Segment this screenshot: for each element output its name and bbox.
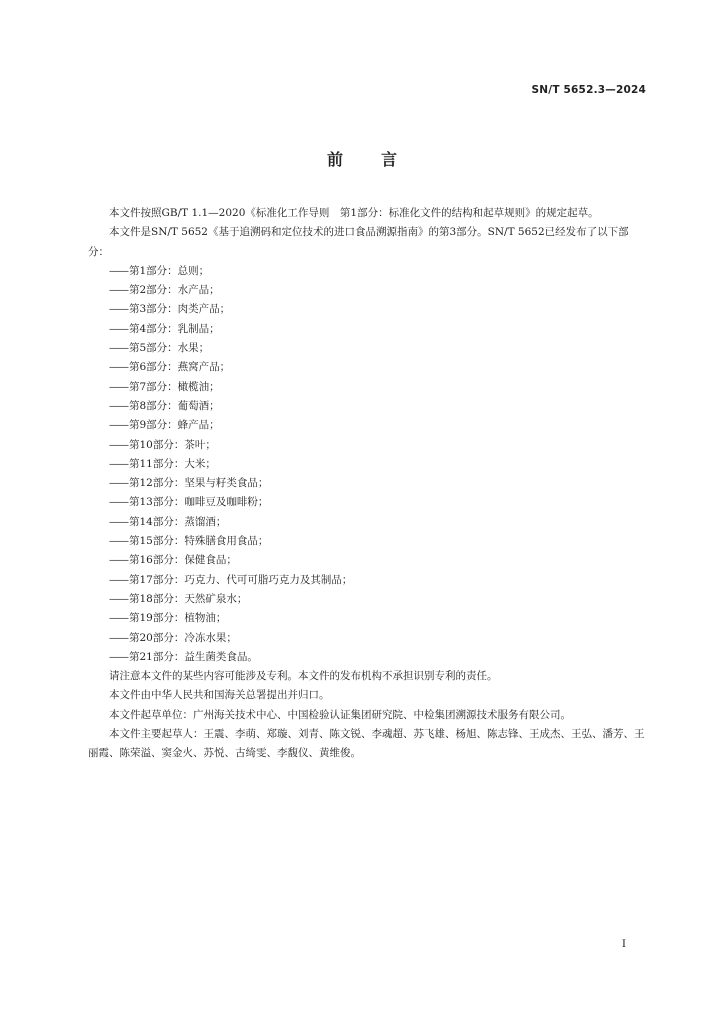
document-body (88, 204, 648, 764)
list-item (88, 551, 648, 570)
list-item (88, 648, 648, 667)
list-item (88, 436, 648, 455)
drafting-units-paragraph: 本文件起草单位：广州海关技术中心、中国检验认证集团研究院、中检集团溯源技术服务有限公司。 (109, 708, 571, 721)
part-label: 第12部分：坚果与籽类食品； (129, 477, 269, 490)
list-item (88, 532, 648, 551)
part-label: 第19部分：植物油； (129, 612, 227, 625)
list-item (88, 474, 648, 493)
part-label: 第17部分：巧克力、代可可脂巧克力及其制品； (129, 573, 353, 586)
list-item (88, 455, 648, 474)
part-label: 第3部分：肉类产品； (129, 303, 231, 316)
part-label: 第6部分：燕窝产品； (129, 361, 231, 374)
list-item (88, 629, 648, 648)
list-item (88, 571, 648, 590)
list-dash: —— (109, 631, 128, 644)
part-label: 第9部分：蜂产品； (129, 419, 220, 432)
list-dash: —— (109, 303, 128, 316)
page-title: 前言 (326, 150, 435, 169)
part-label: 第8部分：葡萄酒； (129, 399, 220, 412)
list-dash: —— (109, 361, 128, 374)
series-paragraph: 本文件是SN/T 5652《基于追溯码和定位技术的进口食品溯源指南》的第3部分。SN/T 5652已经发布了以下部分： (88, 226, 629, 258)
part-label: 第7部分：橄榄油； (129, 380, 220, 393)
list-dash: —— (109, 380, 128, 393)
page-number: I (621, 938, 626, 950)
part-label: 第16部分：保健食品； (129, 554, 237, 567)
list-item (88, 513, 648, 532)
list-item (88, 339, 648, 358)
list-dash: —— (109, 573, 128, 586)
list-dash: —— (109, 284, 128, 297)
part-label: 第1部分：总则； (129, 264, 210, 277)
part-label: 第21部分：益生菌类食品。 (129, 650, 258, 663)
list-item (88, 320, 648, 339)
list-dash: —— (109, 322, 128, 335)
proposer-paragraph: 本文件由中华人民共和国海关总署提出并归口。 (109, 689, 330, 702)
list-dash: —— (109, 419, 128, 432)
list-dash: —— (109, 612, 128, 625)
list-dash: —— (109, 477, 128, 490)
list-dash: —— (109, 457, 128, 470)
list-item (88, 378, 648, 397)
part-label: 第15部分：特殊膳食用食品； (129, 535, 269, 548)
part-label: 第11部分：大米； (129, 457, 216, 470)
list-item (88, 262, 648, 281)
list-item (88, 493, 648, 512)
list-dash: —— (109, 535, 128, 548)
list-item (88, 609, 648, 628)
part-label: 第18部分：天然矿泉水； (129, 592, 248, 605)
parts-list (88, 262, 648, 667)
list-dash: —— (109, 496, 128, 509)
list-dash: —— (109, 650, 128, 663)
part-label: 第4部分：乳制品； (129, 322, 220, 335)
list-item (88, 397, 648, 416)
list-dash: —— (109, 264, 128, 277)
part-label: 第2部分：水产品； (129, 284, 220, 297)
part-label: 第10部分：茶叶； (129, 438, 216, 451)
intro-paragraph: 本文件按照GB/T 1.1—2020《标准化工作导则 第1部分：标准化文件的结构和起草规则》的规定起草。 (109, 207, 599, 219)
part-label: 第13部分：咖啡豆及咖啡粉； (129, 496, 269, 509)
standard-code: SN/T 5652.3—2024 (531, 84, 646, 96)
list-dash: —— (109, 438, 128, 451)
list-item (88, 416, 648, 435)
list-item (88, 281, 648, 300)
list-dash: —— (109, 342, 128, 355)
part-label: 第5部分：水果； (129, 342, 210, 355)
part-label: 第14部分：蒸馏酒； (129, 515, 227, 528)
list-item (88, 300, 648, 319)
drafters-paragraph: 本文件主要起草人：王震、李萌、郑璇、刘青、陈文锐、李魂超、苏飞雄、杨旭、陈志锋、王成杰、王弘、潘芳、王丽霞、陈荣溢、窦金火、苏悦、古绮雯、李馥仪、黄维俊。 (88, 728, 645, 760)
part-label: 第20部分：冷冻水果； (129, 631, 237, 644)
list-item (88, 590, 648, 609)
list-dash: —— (109, 399, 128, 412)
patent-notice: 请注意本文件的某些内容可能涉及专利。本文件的发布机构不承担识别专利的责任。 (109, 670, 498, 683)
list-dash: —— (109, 554, 128, 567)
list-item (88, 358, 648, 377)
list-dash: —— (109, 592, 128, 605)
list-dash: —— (109, 515, 128, 528)
